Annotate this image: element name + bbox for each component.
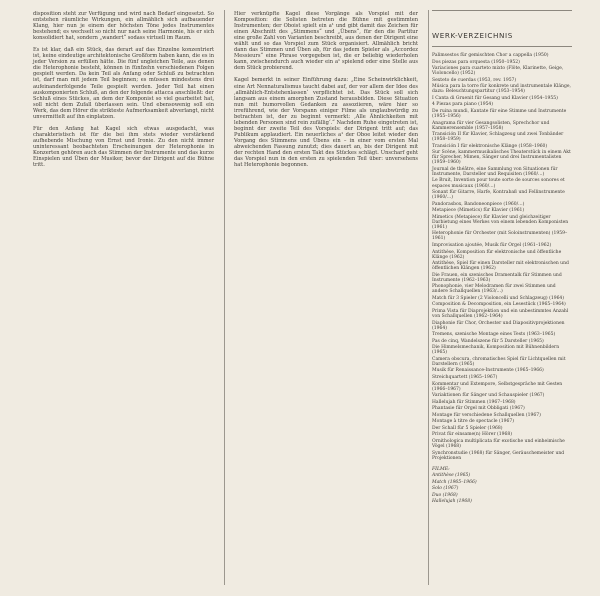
works-list-item: Heterophonie für Orchester (mit Soloinstrumenten) (1959–1961) — [432, 231, 568, 242]
works-list-item: Sur Scène, kammermusikalisches Theaterstück in einem Akt für Sprecher, Mimen, Sänger und drei Instrumentalisten (1959–1960) — [432, 150, 571, 166]
films-heading: FILME: — [432, 466, 450, 472]
works-list-item: Sexteto de cuerdas (1953, rev. 1957) — [432, 77, 517, 83]
works-list-item: Tremens, szenische Montage eines Tests (1963–1965) — [432, 332, 556, 338]
film-list-item: Hallelujah (1968) — [432, 499, 472, 505]
film-list-item: Match (1965–1966) — [432, 479, 477, 485]
works-list-item: Anagrama für vier Gesangsolisten, Sprechchor und Kammerensemble (1957–1958) — [432, 120, 550, 131]
works-list-item: 4 Piezas para piano (1954) — [432, 102, 494, 108]
works-list-item: Pandorasbox, Bandoneonpiece (1960/…) — [432, 201, 525, 207]
paragraph: Für den Anfang hat Kagel sich etwas ausgedacht, was charakteristisch ist für die bei ihm stets wieder verstärkend aufhebende Mischung von Ernst und Ironie. Zu den nicht immer uninteressant beobachteten Erscheinungen der Heterophonie in Konzerten gehören auch das Stimmen der Instrumente und das kurze Einspielen und Üben der Musiker, bevor der Dirigent auf die Bühne tritt. — [33, 125, 214, 169]
paragraph: disposition steht zur Verfügung und wird nach Bedarf eingesetzt. So entstehen räumliche Wirkungen, ein allmählich sich aufbauender Klang, hier nun je einem der höchsten Töne jedes Instrumentes bestehend; es wechselt so nicht nur nach seine Harmonie, his er sich konsolidiert hat, sondern „wandert“ sodass virtuell im Raum. — [33, 11, 214, 42]
works-list-item: Phonophonie, vier Melodramen für zwei Stimmen und andere Schallquellen (1963/…) — [432, 284, 556, 295]
text-column-middle — [234, 11, 418, 174]
film-list-item: Solo (1967) — [432, 486, 459, 492]
works-list-column — [432, 10, 572, 506]
works-list-heading: WERK-VERZEICHNIS — [432, 10, 572, 47]
works-list-item: De ruina mundi, Kantate für eine Stimme und Instrumente (1955–1956) — [432, 108, 567, 119]
works-list-item: Dos piezas para orquesta (1950–1952) — [432, 59, 520, 65]
works-list-item: Der Schall für 5 Spieler (1968) — [432, 425, 503, 431]
works-list — [432, 53, 572, 461]
works-list-item: Antithèse, Spiel für einen Darsteller mit elektronischen und öffentlichen Klängen (1962) — [432, 261, 569, 272]
text-column-left — [33, 11, 214, 174]
paragraph: Es ist klar, daß ein Stück, das derart auf das Einzelne konzentriert ist, keine eindeutige architektonische Großform haben kann, die es in jeder Version zu erfüllen hätte. Die fünf ungleichen Teile, aus denen die Heterophonie besteht, können in fünfzehn verschiedenen Folgen gespielt werden. Da kein Teil als Anfang oder Schluß zu betrachten ist, darf man mit jedem Teil beginnen; es müssen mindestens drei aufeinanderfolgende Teile gespielt werden. Jeder Teil hat einen auskomponierten Schluß, an den der folgende attacca anschließt: der Schluß eines Stückes, an dem der Komponist so viel gearbeitet hat, soll nicht dem Zufall überlassen sein. Und ebensowenig soll ein Werk, das dem Hörer die strikteste Aufmerksamkeit abverlangt, nicht unvermittelt auf ihn einplatzen. — [33, 47, 214, 120]
works-list-item: Variaktionen für Sänger und Schauspieler (1967) — [432, 393, 545, 399]
works-list-item: Camera obscura, chromatisches Spiel für Lichtquellen mit Darstellern (1965) — [432, 356, 566, 367]
works-list-item: Hallelujah für Stimmen (1967–1968) — [432, 399, 516, 405]
film-list-item: Antithèse (1965) — [432, 473, 471, 479]
works-list-item: Ornithologica multiplicata für exotische und einheimische Vögel (1968) — [432, 439, 565, 450]
works-list-item: Transición II für Klavier, Schlagzeug und zwei Tonbänder (1958–1959) — [432, 132, 564, 143]
works-list-item: Improvisation ajoutée, Musik für Orgel (1961–1962) — [432, 243, 552, 248]
works-list-item: Transición I für elektronische Klänge (1958–1960) — [432, 143, 548, 149]
works-list-item: Antithèse, Komposition für elektronische und öffentliche Klänge (1962) — [432, 249, 562, 260]
works-list-item: Palimsestos für gemischten Chor a cappella (1950) — [432, 53, 549, 58]
works-list-item: Die Frauen, ein szenisches Dramentalk für Stimmen und Instrumente (1962–1963) — [432, 272, 562, 283]
paragraph: Hier verknüpfte Kagel diese Vorgänge als Vorspiel mit der Komposition: die Solisten betreten die Bühne mit gestimmten Instrumenten; der Oboist spielt ein a¹ und gibt damit das Zeichen für einen Abschnitt des „Stimmens“ und „Übens“, für den die Partitur eine große Zahl von Varianten beschreibt, aus denen der Dirigent eine wählt und so das Vorspiel zum Stück organisiert. Allmählich bricht dann das Stimmen und Üben ab, für das jedem Spieler als „Accordez Messieurs“ eine Phrase vorgegeben ist, die er beliebig wiederholen kann, zwischendurch auch wieder ein a¹ spielend oder eine Stelle aus dem Stück probierend. — [234, 11, 418, 72]
column-divider — [428, 10, 429, 585]
paragraph: Kagel bemerkt in seiner Einführung dazu: „Eine Scheinwirklichkeit, eine Art Nennaturalismus taucht dabei auf, der vor allem der Idee des ‚allmählich-Entstehenlassen‘ verpflichtet ist. Das Stück soll sich langsam aus einem amorphen Zustand herausbilden. Diese Situation nun mit humorvollen Gedanken zu assoziieren, wäre hier so irreführend, wie der Vorspann einiger Filme als unglaubwürdig zu betrachten ist, der zu beginnt vermerkt: ‚Alle Ähnlichkeiten mit lebenden Personen sind rein zufällig‘.“ Nachdem Ruhe eingetreten ist, beginnt der zweite Teil des Vorspiels: der Dirigent tritt auf; das Publikum applaudiert. Ein neuerliches a¹ der Oboe leitet wieder den Vorgang des Stimmens und Übens ein – in einer vom ersten Mal abweichenden Fassung zunutzt; dies dauert an, bis der Dirigent mit der rechten Hand den ersten Takt des Stückes schlägt. Unscharf geht das Vorspiel nun in den ersten zu spielenden Teil über: unversehens hat Heterophonie begonnen. — [234, 77, 418, 169]
works-list-item: I Canta di Gruenit für Gesang und Klavier (1954–1955) — [432, 95, 558, 101]
works-list-item: Montage für verschiedene Schallquellen (1967) — [432, 412, 541, 418]
works-list-item: Música para la torre für konkrete und instrumentale Klänge, dazu: Beleuchtungspartitur (1953–1954) — [432, 84, 571, 95]
works-list-item: Diaphonie für Chor, Orchester und Diapositivprojektionen (1964) — [432, 320, 565, 331]
works-list-item: Match für 3 Spieler (2 Violoncelli und Schlagzeug) (1964) — [432, 295, 565, 301]
works-list-item: Mimetics (Metapiece) für Klavier und gleichzeitiger Darbietung eines Werkes von einem lebenden Komponisten (1961) — [432, 214, 569, 230]
works-list-item: Variaciones para cuarteto mixto (Flöte, Klarinette, Geige, Violoncello) (1952) — [432, 66, 564, 77]
works-list-item: Metapiece (Mimetics) für Klavier (1961) — [432, 208, 525, 214]
works-list-item: Montage à titre de spectacle (1967) — [432, 419, 514, 425]
works-list-item: Phantasie für Orgel mit Obbligati (1967) — [432, 406, 525, 412]
films-list — [432, 473, 572, 504]
works-list-item: Kommentar und Extempore, Selbstgespräche mit Gesten (1966–1967) — [432, 381, 563, 392]
works-list-item: Prima Vista für Diaprojektion und ein unbestimmtes Anzahl von Schallquellen (1962–1964) — [432, 309, 569, 320]
works-list-item: Die Himmelsmechanik, Komposition mit Bühnenbildern (1965) — [432, 345, 560, 356]
works-list-item: Sonant für Gitarre, Harfe, Kontrabaß und Fellinstrumente (1960/…) — [432, 190, 565, 201]
works-list-item: Journal de théâtre, eine Sammlung von Situationen für Instrumente, Darsteller und Requisiten (1960/…) — [432, 166, 558, 177]
works-list-item: Musik für Renaissance-Instrumente (1965–1966) — [432, 368, 544, 374]
works-list-item: Streichquartett (1965–1967) — [432, 375, 498, 381]
works-list-item: Composition & Decomposition, ein Lesestück (1965–1964) — [432, 302, 566, 308]
works-list-item: Le Bruit, Invention pour toute sorte de sources sonores et espaces musicaux (1960/…) — [432, 178, 565, 189]
film-list-item: Duo (1968) — [432, 492, 458, 498]
works-list-item: Privat für einsame(n) Hörer (1968) — [432, 432, 512, 438]
works-list-item: Pas de cinq, Wandelszene für 5 Darsteller (1965) — [432, 338, 544, 344]
works-list-item: Synchronstudie (1968) für Sänger, Geräuschemeister und Projektionen — [432, 450, 565, 461]
column-divider — [224, 10, 225, 585]
